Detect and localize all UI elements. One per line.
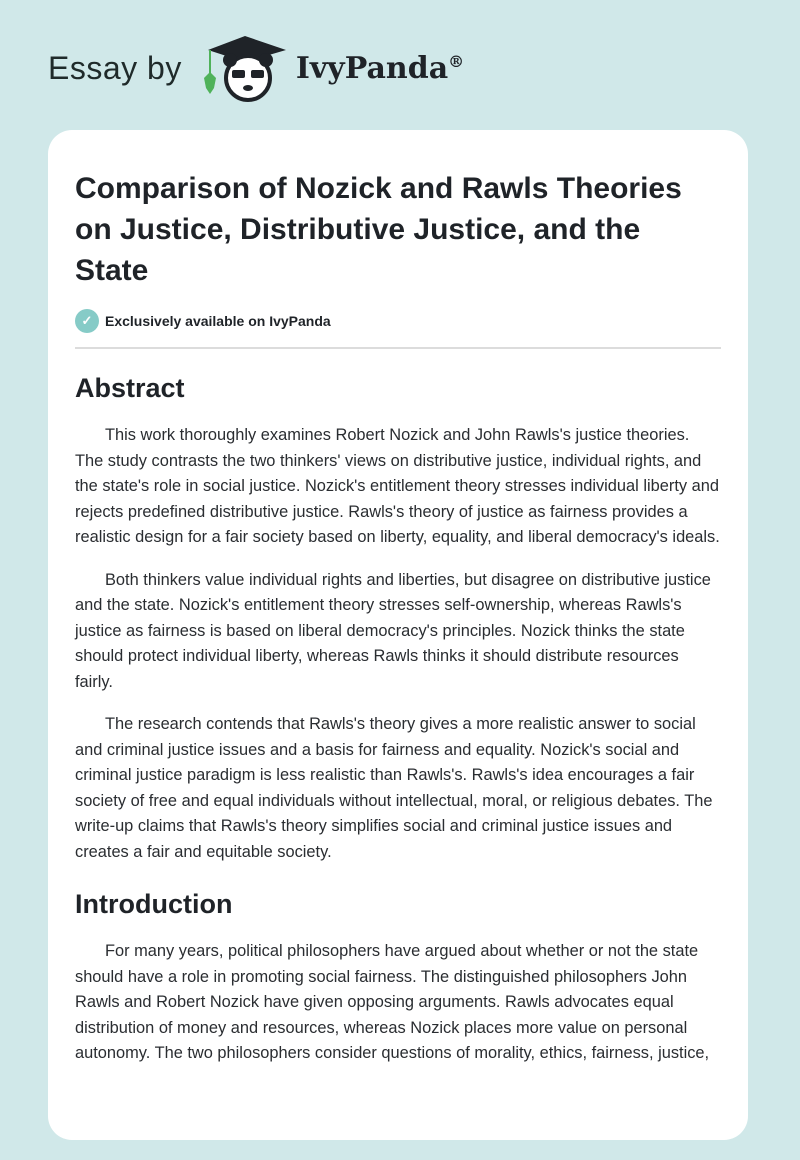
essay-card	[48, 130, 748, 1140]
ivypanda-logo-icon	[202, 34, 288, 102]
paragraph: This work thoroughly examines Robert Nozick and John Rawls's justice theories. The study contrasts the two thinkers' views on distributive justice, individual rights, and the state's role in social justice. Nozick's entitlement theory stresses individual liberty and rejects predefined distributive justice. Rawls's theory of justice as fairness provides a realistic design for a fair society based on liberty, equality, and liberal democracy's ideals.	[75, 426, 720, 546]
paragraph: Both thinkers value individual rights and liberties, but disagree on distributive justice and the state. Nozick's entitlement theory stresses self-ownership, whereas Rawls's justice as fairness is based on liberal democracy's principles. Nozick thinks the state should protect individual liberty, whereas Rawls thinks it should distribute resources fairly.	[75, 570, 711, 691]
exclusive-badge	[75, 309, 721, 333]
essay-title: Comparison of Nozick and Rawls Theories on Justice, Distributive Justice, and the State	[75, 172, 682, 287]
paragraph: The research contends that Rawls's theory gives a more realistic answer to social and criminal justice issues and a basis for fairness and equality. Nozick's social and criminal justice paradigm is less realistic than Rawls's. Rawls's idea encourages a fair society of free and equal individuals without intellectual, moral, or religious debates. The write-up claims that Rawls's theory simplifies social and criminal justice issues and creates a fair and equitable society.	[75, 715, 713, 861]
brand-header	[48, 38, 464, 98]
section-heading-introduction: Introduction	[75, 889, 233, 919]
paragraph: For many years, political philosophers have argued about whether or not the state should have a role in promoting social fairness. The distinguished philosophers John Rawls and Robert Nozick have given opposing arguments. Rawls advocates equal distribution of money and resources, whereas Nozick places more value on personal autonomy. The two philosophers consider questions of morality, ethics, fairness, justice,	[75, 942, 710, 1062]
brand-name: IvyPanda®	[295, 50, 465, 86]
check-icon: ✓	[75, 309, 99, 333]
divider	[75, 347, 721, 349]
section-heading-abstract: Abstract	[75, 373, 185, 403]
brand-prefix: Essay by	[48, 49, 182, 86]
badge-text: Exclusively available on IvyPanda	[105, 313, 331, 329]
